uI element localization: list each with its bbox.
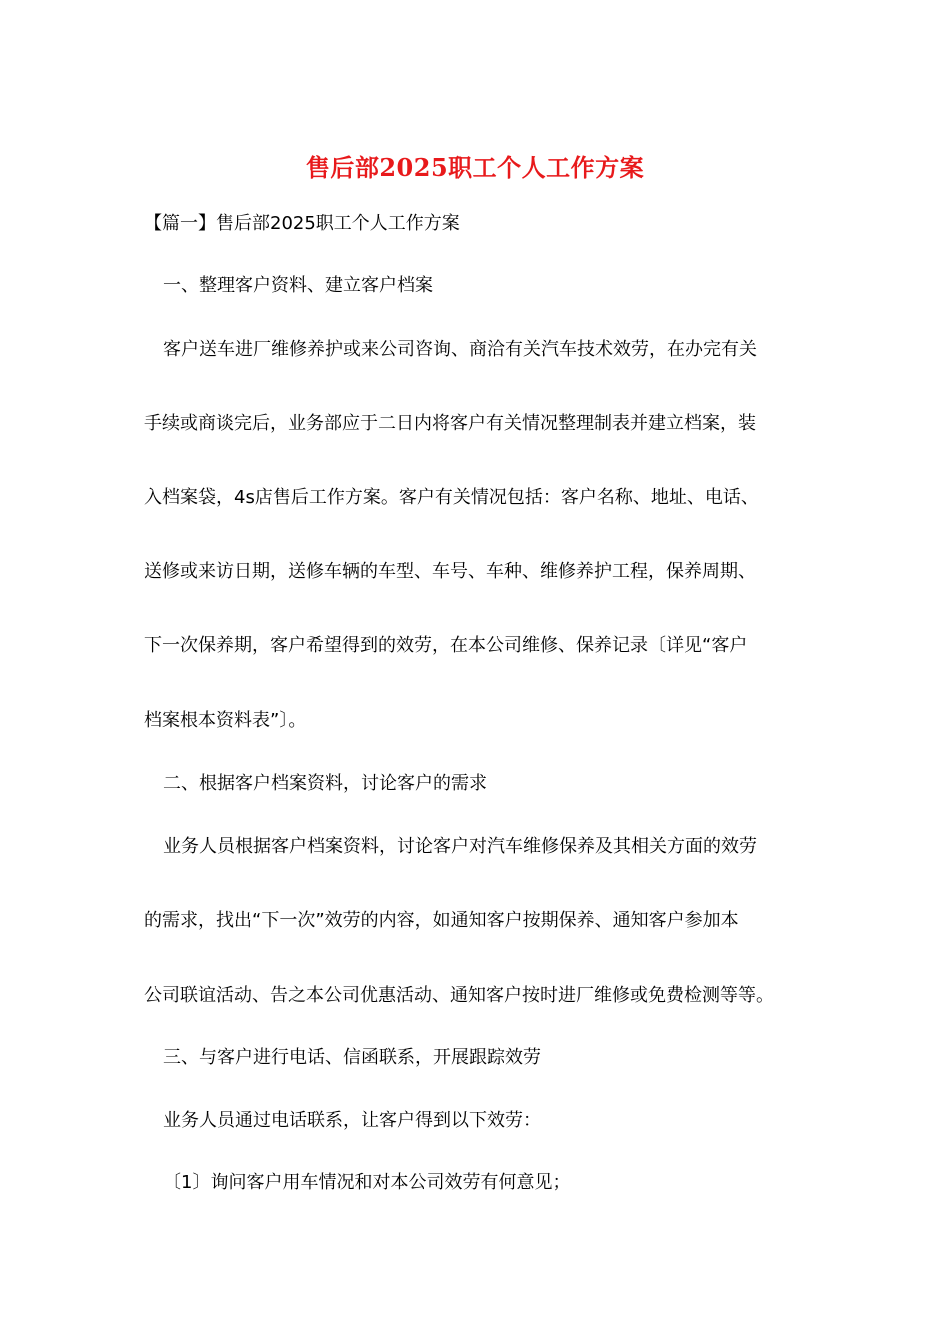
- document-title: 售后部2025职工个人工作方案: [305, 153, 645, 182]
- list-item: 〔1〕询问客户用车情况和对本公司效劳有何意见；: [163, 1172, 571, 1193]
- paragraph-line: 业务人员通过电话联系，让客户得到以下效劳：: [163, 1110, 541, 1131]
- section-heading-3: 三、与客户进行电话、信函联系，开展跟踪效劳: [163, 1047, 541, 1068]
- section-heading-2: 二、根据客户档案资料，讨论客户的需求: [163, 773, 487, 794]
- section-heading-part1: 【篇一】售后部2025职工个人工作方案: [144, 213, 460, 234]
- paragraph-line: 的需求，找出“下一次”效劳的内容，如通知客户按期保养、通知客户参加本: [144, 910, 739, 931]
- paragraph-line: 送修或来访日期，送修车辆的车型、车号、车种、维修养护工程，保养周期、: [144, 561, 756, 582]
- paragraph-line: 入档案袋，4s店售后工作方案。客户有关情况包括：客户名称、地址、电话、: [144, 487, 759, 508]
- paragraph-line: 客户送车进厂维修养护或来公司咨询、商洽有关汽车技术效劳，在办完有关: [163, 339, 757, 360]
- section-heading-1: 一、整理客户资料、建立客户档案: [163, 275, 433, 296]
- paragraph-line: 档案根本资料表”〕。: [144, 710, 307, 731]
- paragraph-line: 下一次保养期，客户希望得到的效劳，在本公司维修、保养记录〔详见“客户: [144, 635, 748, 656]
- paragraph-line: 公司联谊活动、告之本公司优惠活动、通知客户按时进厂维修或免费检测等等。: [144, 985, 774, 1006]
- paragraph-line: 手续或商谈完后，业务部应于二日内将客户有关情况整理制表并建立档案，装: [144, 413, 756, 434]
- paragraph-line: 业务人员根据客户档案资料，讨论客户对汽车维修保养及其相关方面的效劳: [163, 836, 757, 857]
